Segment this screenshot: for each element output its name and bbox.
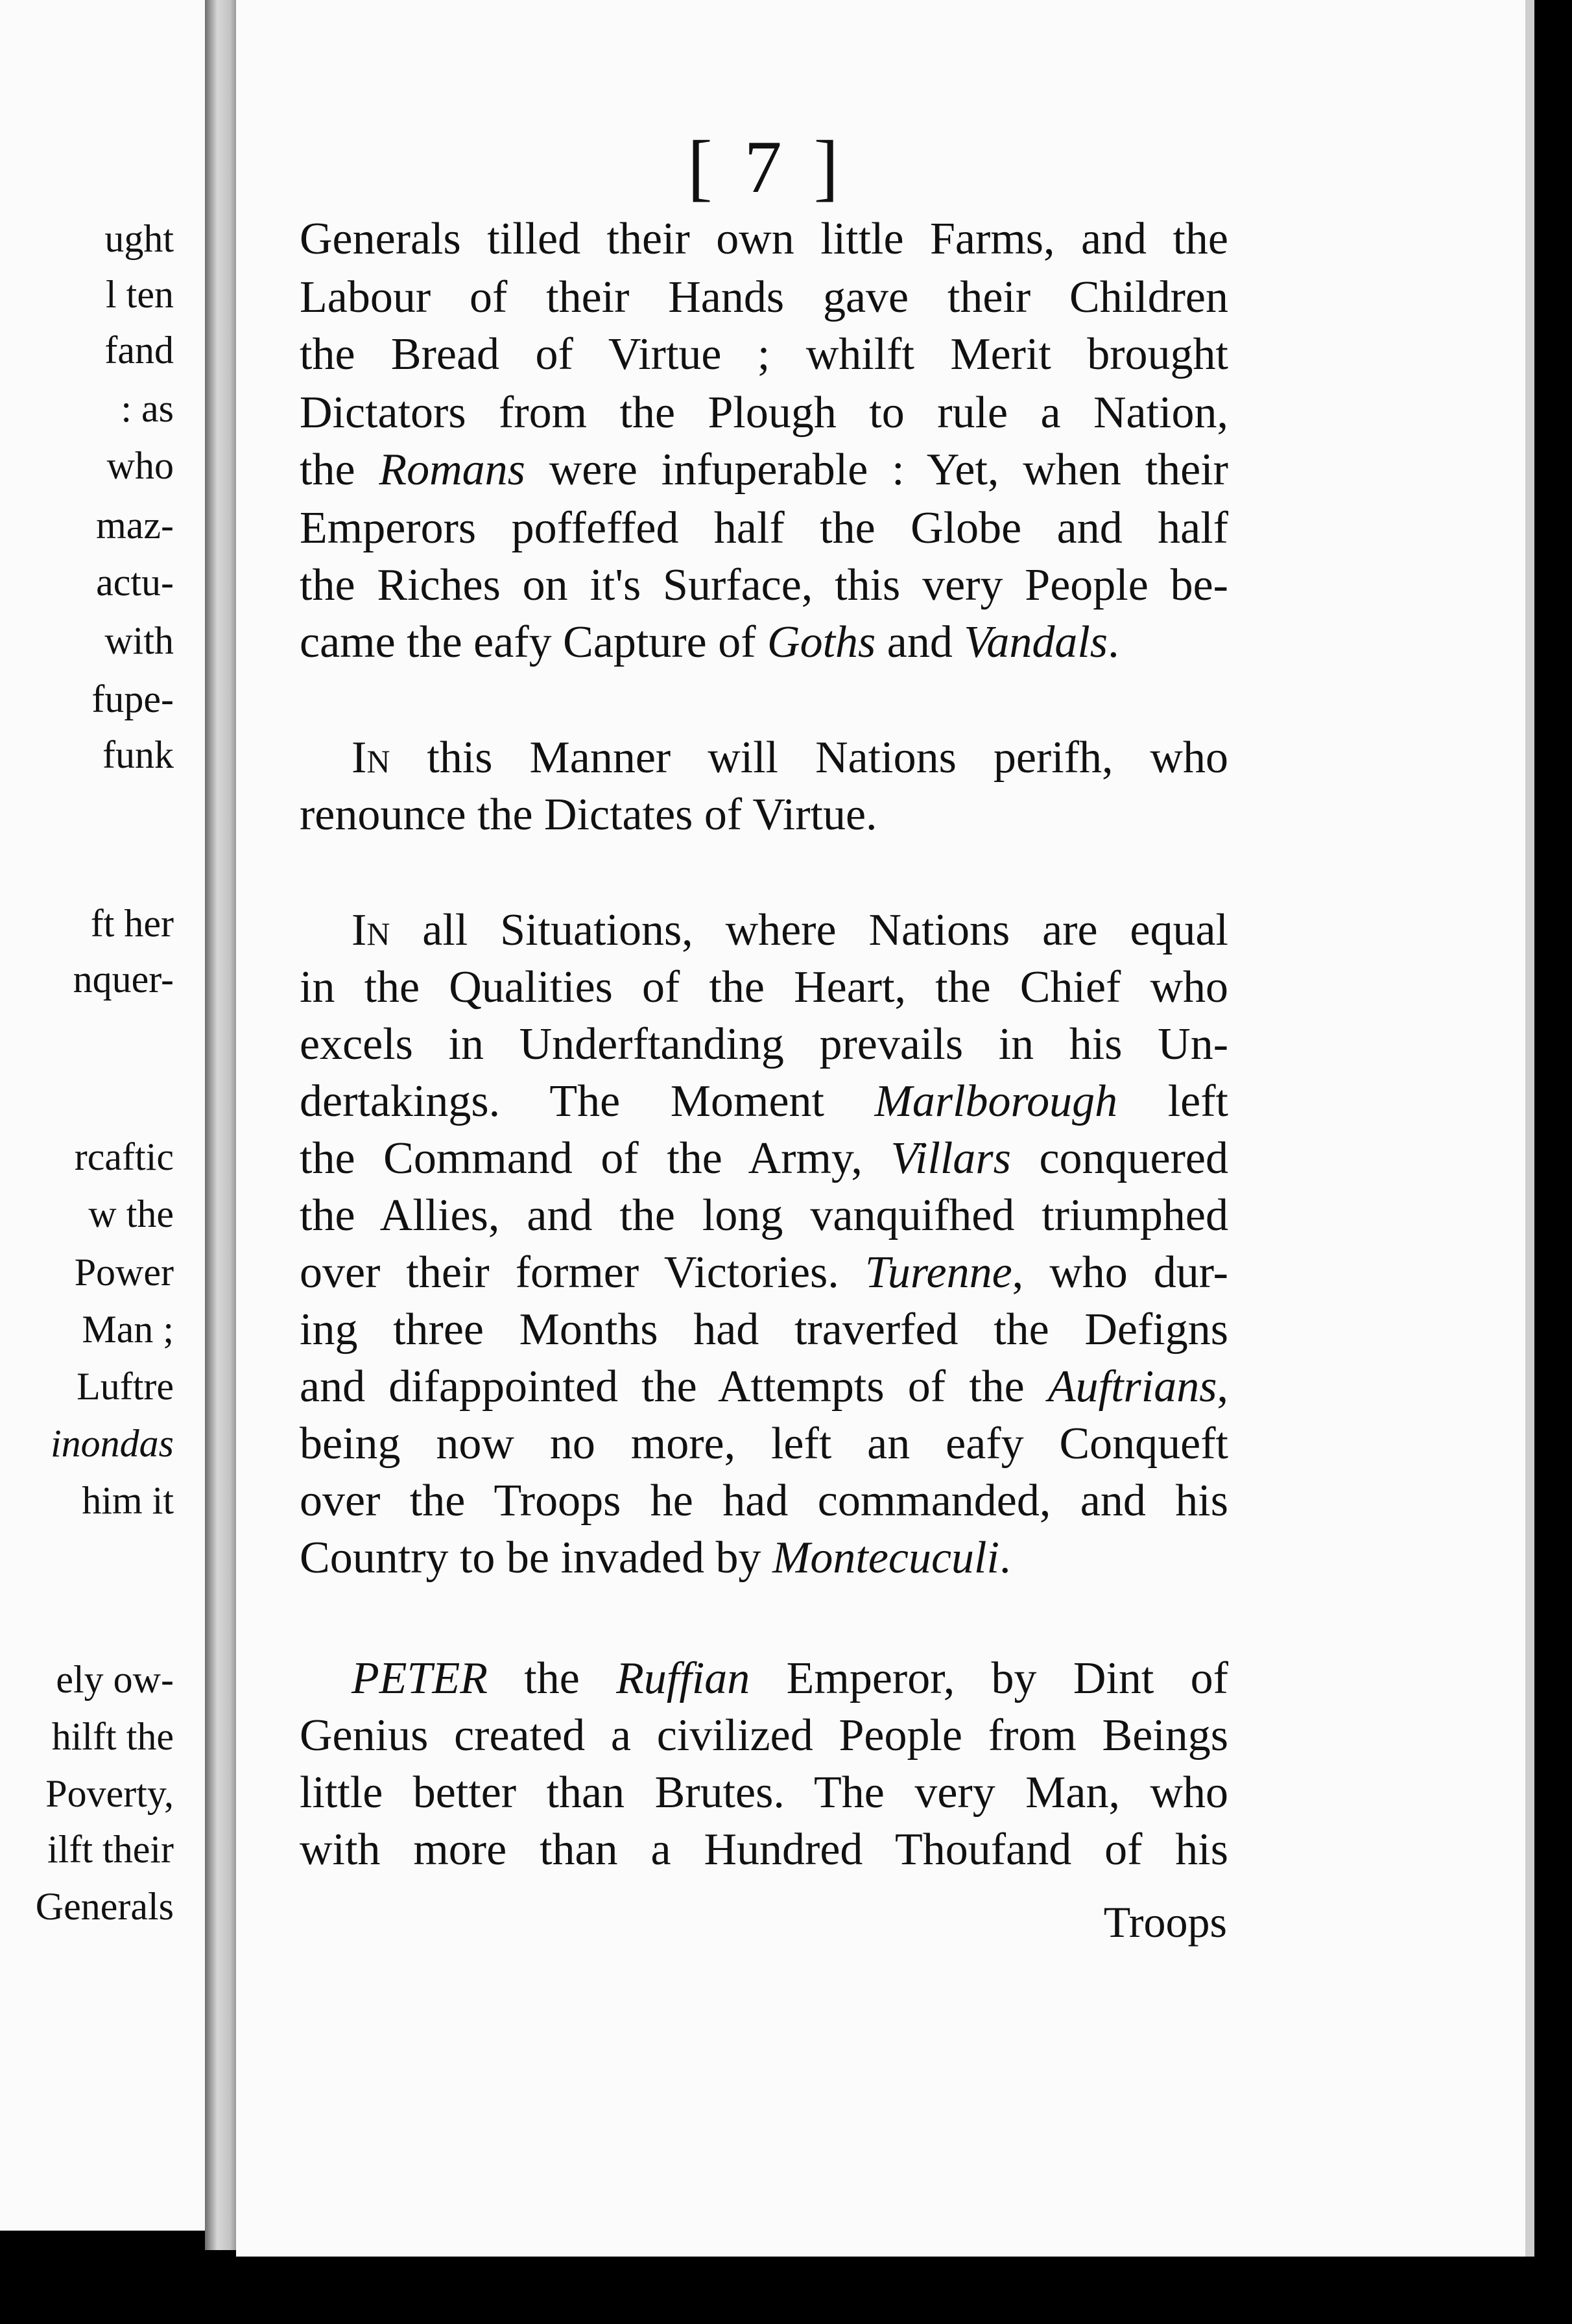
text-line: over the Troops he had commanded, and his bbox=[300, 1476, 1228, 1526]
left-margin-fragment: ely ow- bbox=[56, 1658, 174, 1701]
italic-name: Auftrians bbox=[1047, 1362, 1217, 1412]
italic-name: Ruffian bbox=[616, 1654, 750, 1703]
paragraph-initial: I bbox=[351, 905, 367, 955]
text-line bbox=[300, 1364, 1228, 1410]
catchword: Troops bbox=[1103, 1897, 1227, 1947]
left-margin-fragment: fand bbox=[104, 329, 174, 372]
left-margin-fragment: Power bbox=[74, 1251, 174, 1294]
text-run: , who dur- bbox=[1012, 1248, 1228, 1298]
paragraph-initial: I bbox=[351, 733, 367, 783]
text-line bbox=[300, 617, 1228, 667]
left-margin-fragment: Man ; bbox=[82, 1308, 174, 1351]
text-line: excels in Underftanding prevails in his Un- bbox=[300, 1019, 1228, 1069]
left-margin-fragment: : as bbox=[121, 387, 174, 430]
text-line bbox=[300, 1533, 1228, 1583]
text-line: the Allies, and the long vanquifhed triumphed bbox=[300, 1191, 1228, 1240]
text-line bbox=[351, 905, 1228, 955]
text-line bbox=[300, 1076, 1228, 1126]
small-caps: N bbox=[366, 916, 390, 952]
italic-name: Montecuculi bbox=[772, 1533, 999, 1583]
left-margin-fragment: l ten bbox=[106, 273, 174, 316]
italic-name: PETER bbox=[351, 1654, 488, 1703]
text-line: ing three Months had traverfed the Defigns bbox=[300, 1305, 1228, 1355]
text-line: renounce the Dictates of Virtue. bbox=[300, 790, 877, 840]
text-run: conquered bbox=[1010, 1133, 1228, 1183]
text-run: all Situations, where Nations are equal bbox=[390, 905, 1228, 955]
text-run: . bbox=[1108, 617, 1119, 667]
text-line: Labour of their Hands gave their Children bbox=[300, 272, 1228, 322]
page-number: [ 7 ] bbox=[687, 126, 846, 209]
left-margin-fragment: Generals bbox=[35, 1885, 174, 1928]
text-line: in the Qualities of the Heart, the Chief who bbox=[300, 962, 1228, 1012]
left-margin-fragment: funk bbox=[102, 733, 174, 776]
left-margin-fragment: ilft their bbox=[47, 1828, 174, 1871]
text-line bbox=[300, 1250, 1228, 1296]
text-run: the bbox=[300, 445, 379, 495]
text-line bbox=[351, 735, 1228, 781]
left-margin-fragment: who bbox=[106, 444, 174, 487]
book-gutter bbox=[205, 0, 236, 2250]
text-run: the Command of the Army, bbox=[300, 1133, 891, 1183]
text-line: the Riches on it's Surface, this very People be- bbox=[300, 560, 1228, 610]
left-margin-fragment: ught bbox=[104, 217, 174, 260]
left-margin-fragment: w the bbox=[88, 1192, 174, 1235]
italic-name: Vandals bbox=[964, 617, 1108, 667]
left-facing-page bbox=[0, 0, 211, 2231]
text-line: being now no more, left an eafy Conqueft bbox=[300, 1419, 1228, 1469]
italic-name: Romans bbox=[379, 445, 525, 495]
text-run: the bbox=[487, 1654, 617, 1703]
left-margin-fragment: him it bbox=[82, 1479, 174, 1522]
left-margin-fragment: maz- bbox=[96, 504, 174, 547]
text-run: and bbox=[875, 617, 964, 667]
text-line: little better than Brutes. The very Man, who bbox=[300, 1768, 1228, 1818]
text-line: Genius created a civilized People from Beings bbox=[300, 1711, 1228, 1761]
italic-name: Turenne bbox=[864, 1248, 1012, 1298]
text-run: left bbox=[1117, 1076, 1228, 1126]
text-run: came the eafy Capture of bbox=[300, 617, 768, 667]
text-run: Emperor, by Dint of bbox=[750, 1654, 1228, 1703]
text-run: dertakings. The Moment bbox=[300, 1076, 875, 1126]
left-margin-fragment: ft her bbox=[90, 902, 174, 945]
text-line bbox=[351, 1656, 1228, 1702]
left-margin-fragment: nquer- bbox=[73, 958, 174, 1001]
text-line: Emperors poffeffed half the Globe and half bbox=[300, 503, 1228, 553]
text-line: Generals tilled their own little Farms, and the bbox=[300, 214, 1228, 264]
left-margin-fragment: hilft the bbox=[51, 1715, 174, 1758]
text-line: Dictators from the Plough to rule a Nation, bbox=[300, 388, 1228, 438]
small-caps: N bbox=[366, 743, 390, 779]
italic-name: Marlborough bbox=[874, 1076, 1118, 1126]
italic-name: Goths bbox=[767, 617, 876, 667]
italic-name: Villars bbox=[890, 1133, 1011, 1183]
left-margin-fragment: Luftre bbox=[77, 1365, 174, 1408]
left-margin-fragment: with bbox=[104, 619, 174, 662]
text-run: Country to be invaded by bbox=[300, 1533, 773, 1583]
text-run: over their former Victories. bbox=[300, 1248, 865, 1298]
text-line: with more than a Hundred Thoufand of his bbox=[300, 1825, 1228, 1875]
text-run: were infuperable : Yet, when their bbox=[525, 445, 1228, 495]
text-run: and difappointed the Attempts of the bbox=[300, 1362, 1048, 1412]
left-margin-fragment: actu- bbox=[96, 561, 174, 604]
left-margin-fragment: Poverty, bbox=[45, 1772, 174, 1815]
text-run: . bbox=[999, 1533, 1011, 1583]
page-edge bbox=[1525, 0, 1534, 2257]
text-line: the Bread of Virtue ; whilft Merit brought bbox=[300, 329, 1228, 379]
text-line bbox=[300, 447, 1228, 493]
text-run: , bbox=[1217, 1362, 1228, 1412]
left-margin-fragment: inondas bbox=[50, 1422, 174, 1465]
left-margin-fragment: rcaftic bbox=[74, 1135, 174, 1178]
text-run: this Manner will Nations perifh, who bbox=[390, 733, 1228, 783]
left-margin-fragment: fupe- bbox=[91, 678, 174, 720]
text-line bbox=[300, 1133, 1228, 1183]
